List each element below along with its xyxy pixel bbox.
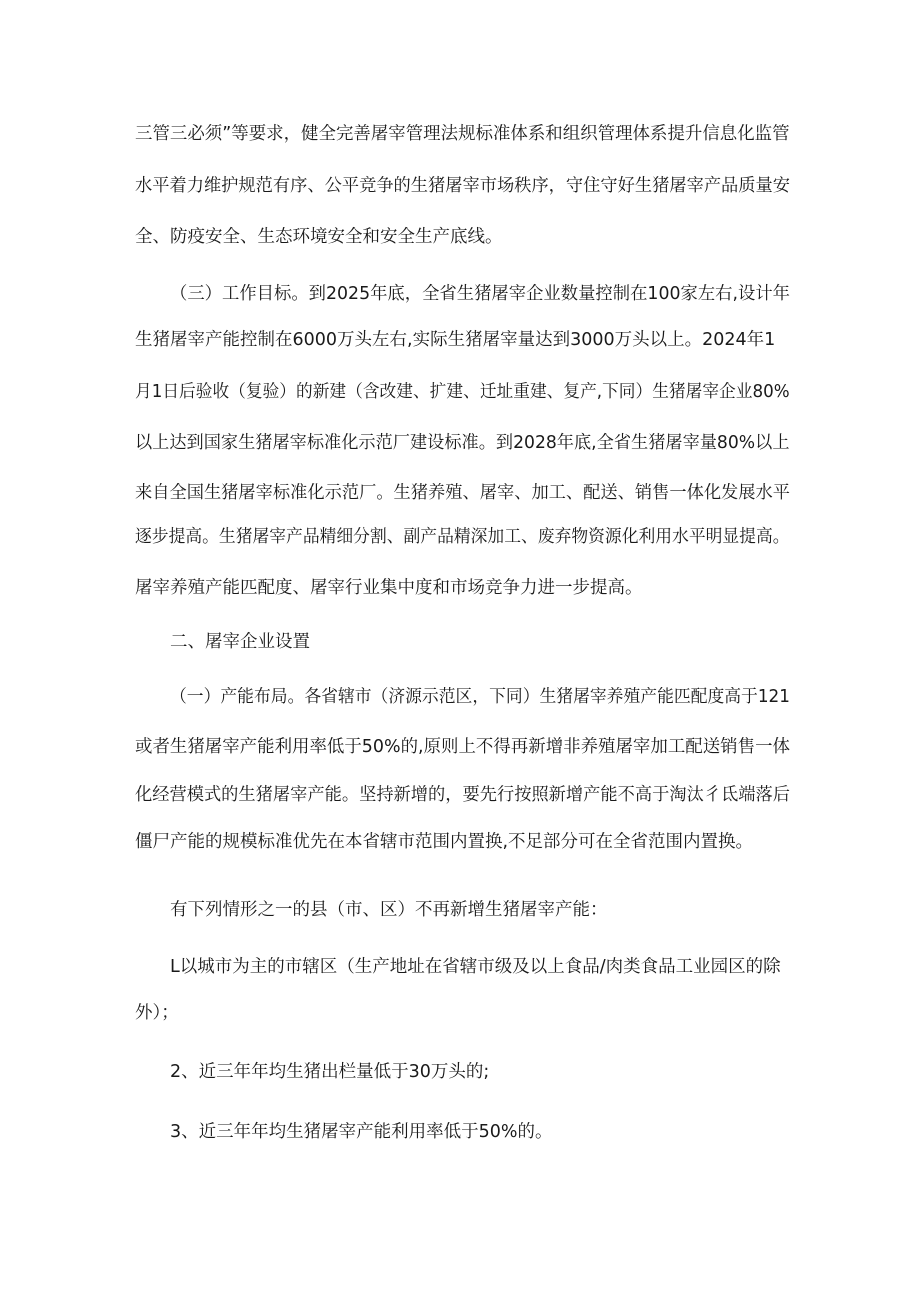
- list-item-continuation: 外）；: [135, 1003, 179, 1023]
- paragraph-line: 化经营模式的生猪屠宰产能。坚持新增的，要先行按照新增产能不高于淘汰彳氐端落后: [135, 785, 790, 805]
- paragraph-line: 全、防疫安全、生态环境安全和安全生产底线。: [135, 227, 503, 247]
- paragraph-line: 有下列情形之一的县（市、区）不再新增生猪屠宰产能：: [170, 900, 608, 920]
- paragraph-line: （三）工作目标。到2025年底，全省生猪屠宰企业数量控制在100家左右,设计年: [170, 284, 790, 304]
- paragraph-line: 月1日后验收（复验）的新建（含改建、扩建、迁址重建、复产,下同）生猪屠宰企业80%: [135, 382, 790, 402]
- paragraph-line: 三管三必须”等要求，健全完善屠宰管理法规标准体系和组织管理体系提升信息化监管: [135, 124, 790, 144]
- paragraph-line: 生猪屠宰产能控制在6000万头左右,实际生猪屠宰量达到3000万头以上。2024年1: [135, 330, 776, 350]
- list-item: L以城市为主的市辖区（生产地址在省辖市级及以上食品/肉类食品工业园区的除: [170, 957, 781, 977]
- paragraph-line: 逐步提高。生猪屠宰产品精细分割、副产品精深加工、废弃物资源化利用水平明显提高。: [135, 527, 790, 547]
- list-item: 2、近三年年均生猪出栏量低于30万头的;: [170, 1062, 490, 1082]
- paragraph-line: 水平着力维护规范有序、公平竞争的生猪屠宰市场秩序，守住守好生猪屠宰产品质量安: [135, 176, 790, 196]
- paragraph-line: 屠宰养殖产能匹配度、屠宰行业集中度和市场竞争力进一步提高。: [135, 578, 643, 598]
- paragraph-line: 或者生猪屠宰产能利用率低于50%的,原则上不得再新增非养殖屠宰加工配送销售一体: [135, 737, 790, 757]
- section-heading: 二、屠宰企业设置: [170, 632, 310, 652]
- paragraph-line: 僵尸产能的规模标准优先在本省辖市范围内置换,不足部分可在全省范围内置换。: [135, 832, 754, 852]
- paragraph-line: （一）产能布局。各省辖市（济源示范区，下同）生猪屠宰养殖产能匹配度高于121: [170, 687, 790, 707]
- paragraph-line: 以上达到国家生猪屠宰标准化示范厂建设标准。到2028年底,全省生猪屠宰量80%以上: [135, 433, 790, 453]
- list-item: 3、近三年年均生猪屠宰产能利用率低于50%的。: [170, 1122, 553, 1142]
- paragraph-line: 来自全国生猪屠宰标准化示范厂。生猪养殖、屠宰、加工、配送、销售一体化发展水平: [135, 483, 790, 503]
